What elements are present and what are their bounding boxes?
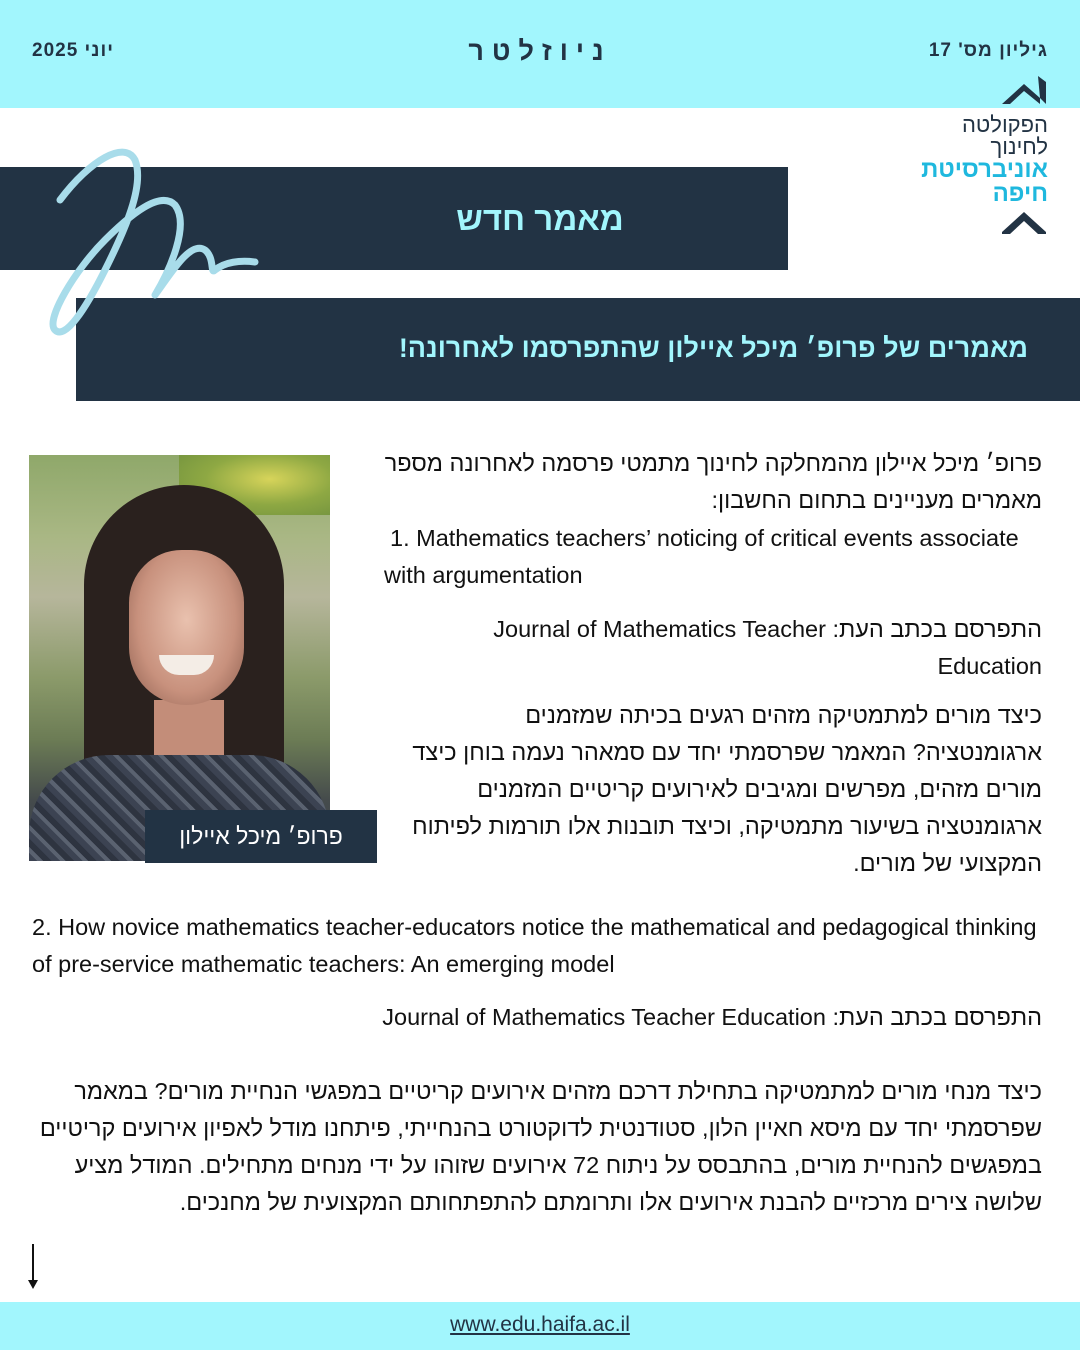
- section-label: מאמר חדש: [456, 200, 624, 237]
- intro-paragraph: פרופ׳ מיכל איילון מהמחלקה לחינוך מתמטי פרסמה לאחרונה מספר מאמרים מעניינים בתחום החשבון:: [384, 450, 1042, 513]
- decorative-swirl-icon: [30, 140, 270, 350]
- header-band: [0, 0, 1080, 108]
- journal-name: Journal of Mathematics Teacher Education: [382, 1004, 826, 1030]
- issue-number: גיליון מס' 17: [928, 40, 1048, 61]
- logo-faculty-line1: הפקולטה: [961, 112, 1048, 137]
- headline: מאמרים של פרופ׳ מיכל איילון שהתפרסמו לאחרונה!: [398, 333, 1028, 363]
- article-2-title: 2. How novice mathematics teacher-educators notice the mathematical and pedagogical thinking of pre-service mathematic teachers: An emerging model: [32, 914, 1037, 977]
- website-link[interactable]: www.edu.haifa.ac.il: [450, 1313, 630, 1336]
- logo-university-line2: חיפה: [992, 180, 1048, 207]
- chevron-up-icon: [1000, 74, 1048, 106]
- logo-faculty-line2: לחינוך: [990, 134, 1048, 159]
- newsletter-title: ניוזלטר: [468, 36, 612, 66]
- issue-date: יוני 2025: [32, 40, 114, 61]
- photo-caption: פרופ׳ מיכל איילון: [145, 810, 377, 863]
- article-2-description: כיצד מנחי מורים למתמטיקה בתחילת דרכם מזהים אירועים קריטיים במפגשי הנחיית מורים? במאמר שפרסמתי יחד עם מיסא חאיין הלון, סטודנטית לדוקטורט בהנחייתי, פיתחנו מודל לאפיון אירועים קריטיים במפגשים להנחיית מורים, בהתבסס על ניתוח 72 אירועים שזוהו על ידי מנחים מתחילים. המודל מציע שלושה צירים מרכזיים להבנת אירועים אלו ותרומתם להתפתחותם המקצועית של מחנכים.: [39, 1078, 1042, 1215]
- article-2-journal: [32, 999, 1042, 1036]
- faculty-logo: [921, 114, 1048, 206]
- article-1-description: כיצד מורים למתמטיקה מזהים רגעים בכיתה שמזמנים ארגומנטציה? המאמר שפרסמתי יחד עם סמאהר נעמה בוחן כיצד מורים מזהים, מפרשים ומגיבים לאירועים קריטיים המזמנים ארגומנטציה בשיעור מתמטיקה, וכיצד תובנות אלו תורמות לפיתוח המקצועי של מורים.: [412, 702, 1042, 876]
- logo-university-line1: אוניברסיטת: [921, 156, 1048, 183]
- article-1-journal: [402, 611, 1042, 685]
- author-photo: [29, 455, 330, 861]
- article-1-title: 1. Mathematics teachers’ noticing of critical events associate with argumentation: [384, 525, 1019, 588]
- journal-prefix: התפרסם בכתב העת:: [832, 1004, 1042, 1030]
- journal-name: Journal of Mathematics Teacher Education: [493, 616, 1042, 679]
- arrow-down-icon: [25, 1244, 41, 1290]
- journal-prefix: התפרסם בכתב העת:: [832, 616, 1042, 642]
- chevron-up-icon: [1000, 208, 1048, 234]
